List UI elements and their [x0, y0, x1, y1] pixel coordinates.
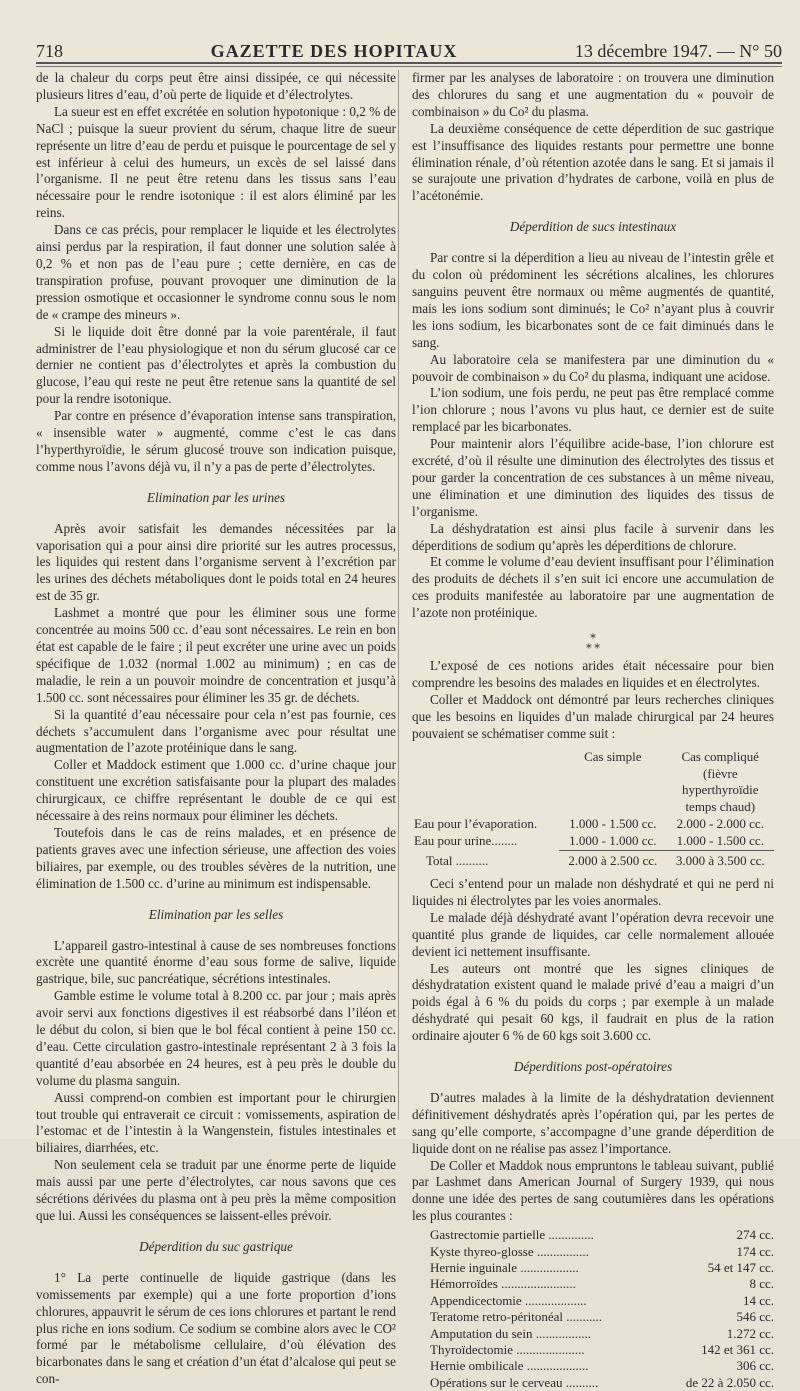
paragraph: Par contre en présence d’évaporation intense sans transpiration, « insensible water » augmenté, comme c’est le cas dans l’hyperthyroïdie, le sérum glucosé trouve son indication puisque, comme nous l’avons déjà vu, il n’y a pas de perte d’électrolytes.	[36, 408, 396, 474]
table-total-row: Total .......... 2.000 à 2.500 cc. 3.000 à 3.500 cc.	[426, 853, 765, 869]
section-heading: Déperditions post-opératoires	[513, 1059, 673, 1075]
paragraph: Les auteurs ont montré que les signes cliniques de déshydratation existent quand le malade privé d’eau a maigri d’un poids égal à 6 % du poids du corps ; par exemple à un malade déshydraté qui pesait 60 kgs, il faudrait en plus de la ration ordinaire ajouter 6 % de 60 kgs soit 3.600 cc.	[412, 960, 774, 1044]
paragraph: Si la quantité d’eau nécessaire pour cela n’est pas fournie, ces déchets s’accumulent dans l’organisme avec pour résultat une augmentation de l’azote protéinique dans le sang.	[36, 706, 396, 756]
section-heading: Elimination par les urines	[146, 489, 286, 505]
paragraph: Et comme le volume d’eau devient insuffisant pour l’élimination des produits de déchets il s’en suit ici encore une accumulation de ces produits manifestée au laboratoire par une augmentation de l’azote non protéinique.	[412, 554, 774, 621]
paragraph: La déshydratation est ainsi plus facile à survenir dans les déperditions de sodium qu’après les déperditions de chlorure.	[412, 520, 774, 553]
paragraph: 1° La perte continuelle de liquide gastrique (dans les vomissements par exemple) qui a une forte proportion d’ions chlorures, appauvrit le sérum de ces ions chlorures et partant le rend plus riche en ions sodium. Ce sodium se combine alors avec le CO² formé par le métabolisme cellulaire, d’où élévation des bicarbonates dans le sang et création d’un état d’alcalose qui peut se con-	[36, 1269, 396, 1387]
paragraph: Coller et Maddock estiment que 1.000 cc. d’urine chaque jour constituent une excrétion satisfaisante pour la plupart des malades chirurgicaux, ce chiffre représentant le double de ce qui est nécessaire à des reins normaux pour éliminer les déchets.	[36, 757, 396, 824]
fluid-needs-table	[412, 749, 774, 870]
column-divider	[398, 70, 399, 1120]
paragraph: Aussi comprend-on combien est important pour le chirurgien tout trouble qui entraverait ce circuit : vomissements, aspiration de l’estomac et de l’intestin à la Wangenstein, fistules intestinales et biliaires, diarrhées, etc.	[36, 1089, 396, 1156]
table-row: Hernie ombilicale ................... 306 cc.	[430, 1358, 774, 1374]
right-column	[412, 70, 774, 1391]
table-row: Amputation du sein ................. 1.272 cc.	[430, 1325, 774, 1341]
paragraph: Ceci s’entend pour un malade non déshydraté et qui ne perd ni liquides ni électrolytes par les voies anormales.	[412, 875, 774, 908]
header-rule	[36, 66, 782, 67]
table-header-complex: Cas compliqué (fièvre hyperthyroïdie temps chaud)	[681, 748, 760, 815]
journal-title: GAZETTE DES HOPITAUX	[210, 41, 458, 61]
paragraph: Non seulement cela se traduit par une énorme perte de liquide mais aussi par une perte d’électrolytes, car nous savons que ces sécrétions dérivées du plasma ont à peu près la même composition que lui. Aussi les conséquences se laissent-elles prévoir.	[36, 1157, 396, 1223]
table-header-simple: Cas simple	[584, 748, 642, 764]
section-separator: ⁎ ⁎ ⁎	[586, 629, 600, 652]
paragraph: Le malade déjà déshydraté avant l’opération devra recevoir une quantité plus grande de liquides, car celle normalement allouée devient ici nettement insuffisante.	[412, 909, 774, 959]
table-row: Hernie inguinale .................. 54 et 147 cc.	[430, 1260, 774, 1275]
issue-date: 13 décembre 1947. — N° 50	[574, 41, 782, 61]
page-number: 718	[36, 41, 63, 61]
paragraph: Dans ce cas précis, pour remplacer le liquide et les électrolytes ainsi perdus par la respiration, il faut donner une solution salée à 0,2 % et non pas de l’eau pure ; cette dernière, en cas de transpiration profuse, pouvant provoquer une diminution de la pression osmotique et occasionner le syndrome connu sous le nom de « crampe des mineurs ».	[36, 222, 396, 322]
paragraph: Au laboratoire cela se manifestera par une diminution du « pouvoir de combinaison » du Co² du plasma, indiquant une acidose.	[412, 351, 774, 384]
paragraph: Toutefois dans le cas de reins malades, et en présence de patients graves avec une infection sérieuse, une affection des voies biliaires, par exemple, ou des troubles sévères de la nutrition, une élimination de 1.500 cc. d’urine au minimum est indispensable.	[36, 824, 396, 891]
table-row: Hémorroïdes ....................... 8 cc.	[430, 1276, 774, 1292]
paragraph: Après avoir satisfait les demandes nécessitées par la vaporisation qui a pour ainsi dire priorité sur les autres processus, les liquides qui restent dans l’organisme servent à l’excrétion par les urines des déchets métaboliques dont le poids total en 24 heures est de 35 gr.	[36, 520, 396, 604]
left-column	[36, 70, 396, 1388]
section-heading: Déperdition du suc gastrique	[139, 1238, 293, 1254]
paragraph: Si le liquide doit être donné par la voie parentérale, il faut administrer de l’eau physiologique et non du sérum glucosé car ce dernier ne contient pas d’électrolytes et après la combustion du glucose, l’eau qui reste ne peut être retenue sans la quantité de sel pour la rendre isotonique.	[36, 323, 396, 407]
blood-loss-table	[412, 1227, 774, 1391]
paragraph: Gamble estime le volume total à 8.200 cc. par jour ; mais après avoir servi aux fonctions digestives il est réabsorbé dans l’iléon et le début du colon, si bien que le bol fécal contient à peine 150 cc. d’eau. Cette circulation gastro-intestinale représentant 2 à 3 fois la quantité d’eau absorbée en 24 heures, est à peu près le double du volume du plasma sanguin.	[36, 988, 396, 1088]
paragraph: La deuxième conséquence de cette déperdition de suc gastrique est l’insuffisance des liquides restants pour permettre une bonne élimination rénale, d’où rétention azotée dans le sang. Et si jamais il se surajoute une privation d’hydrates de carbone, voilà en plus de l’acétonémie.	[412, 120, 774, 204]
table-row: Eau pour l’évaporation. 1.000 - 1.500 cc. 2.000 - 2.000 cc.	[414, 816, 764, 832]
paragraph: Coller et Maddock ont démontré par leurs recherches cliniques que les besoins en liquides d’un malade chirurgical par 24 heures pouvaient se schématiser comme suit :	[412, 691, 774, 741]
paragraph: Pour maintenir alors l’équilibre acide-base, l’ion chlorure est excrété, d’où il résulte une diminution des électrolytes des tissus et pour garder la concentration de ces substances à un même niveau, une élimination et une diminution des liquides des tissus de l’organisme.	[412, 436, 774, 519]
paragraph: firmer par les analyses de laboratoire : on trouvera une diminution des chlorures du sang et une augmentation du « pouvoir de combinaison » du Co² du plasma.	[412, 70, 774, 119]
paragraph: D’autres malades à la limite de la déshydratation deviennent définitivement déshydratés après l’opération qui, par les pertes de sang qu’elle comporte, s’accompagne d’une grande déperdition de liquide dont on ne réalise pas assez l’importance.	[412, 1089, 774, 1156]
table-row: Appendicectomie ................... 14 cc.	[430, 1292, 774, 1308]
paragraph: La sueur est en effet excrétée en solution hypotonique : 0,2 % de NaCl ; puisque la sueur provient du sérum, chaque litre de sueur représente un litre d’eau de perdu et puisque le pourcentage de sel y est inférieur à celui des humeurs, un excès de sel laissé dans l’organisme. Il ne peut être retenu dans les tissus sans l’eau nécessaire pour le rendre isotonique : il est alors éliminé par les reins.	[36, 103, 396, 221]
paragraph: Lashmet a montré que pour les éliminer sous une forme concentrée au moins 500 cc. d’eau sont nécessaires. Le rein en bon état est capable de le faire ; il peut excréter une urine avec un poids spécifique de 1.032 (normal 1.002 au minimum) ; en cas de maladie, le rein a un pouvoir moindre de concentration et jusqu’à 1.500 cc. sont nécessaires pour éliminer les 35 gr. de déchets.	[36, 605, 396, 705]
paragraph: L’ion sodium, une fois perdu, ne peut pas être remplacé comme l’ion chlorure ; nous l’avons vu plus haut, ce dernier est de suite remplacé par les bicarbonates.	[412, 385, 774, 435]
paragraph: L’appareil gastro-intestinal à cause de ses nombreuses fonctions excrète une quantité énorme d’eau sous forme de salive, liquide gastrique, bile, suc pancréatique, sécrétions intestinales.	[36, 937, 396, 987]
running-header	[36, 30, 782, 64]
table-row: Kyste thyreo-glosse ................ 174 cc.	[430, 1243, 774, 1259]
table-row: Teratome retro-péritonéal ........... 546 cc.	[430, 1309, 774, 1325]
table-row: Opérations sur le cerveau .......... de 22 à 2.050 cc.	[430, 1374, 774, 1390]
section-heading: Déperdition de sucs intestinaux	[509, 219, 677, 235]
paragraph: de la chaleur du corps peut être ainsi dissipée, ce qui nécessite plusieurs litres d’eau, d’où perte de liquide et d’électrolytes.	[36, 70, 396, 102]
paragraph: L’exposé de ces notions arides était nécessaire pour bien comprendre les besoins des malades en liquides et en électrolytes.	[412, 658, 774, 690]
section-heading: Elimination par les selles	[148, 906, 284, 922]
table-row: Eau pour urine........ 1.000 - 1.000 cc. 1.000 - 1.500 cc.	[414, 833, 764, 849]
paragraph: Par contre si la déperdition a lieu au niveau de l’intestin grêle et du colon où prédominent les sécrétions alcalines, les chlorures sanguins peuvent être normaux ou même augmentés de quantité, mais les ions sodium sont diminués; le Co² n’ayant plus à couvrir les ions sodium, les bicarbonates sont de ce fait diminués dans le sang.	[412, 250, 774, 350]
paragraph: De Coller et Maddok nous empruntons le tableau suivant, publié par Lashmet dans American Journal of Surgery 1939, qui nous donne une idée des pertes de sang coutumières dans les opérations les plus courantes :	[412, 1157, 774, 1224]
table-row: Thyroïdectomie ..................... 142 et 361 cc.	[430, 1342, 774, 1358]
table-row: Gastrectomie partielle .............. 274 cc.	[430, 1227, 774, 1243]
